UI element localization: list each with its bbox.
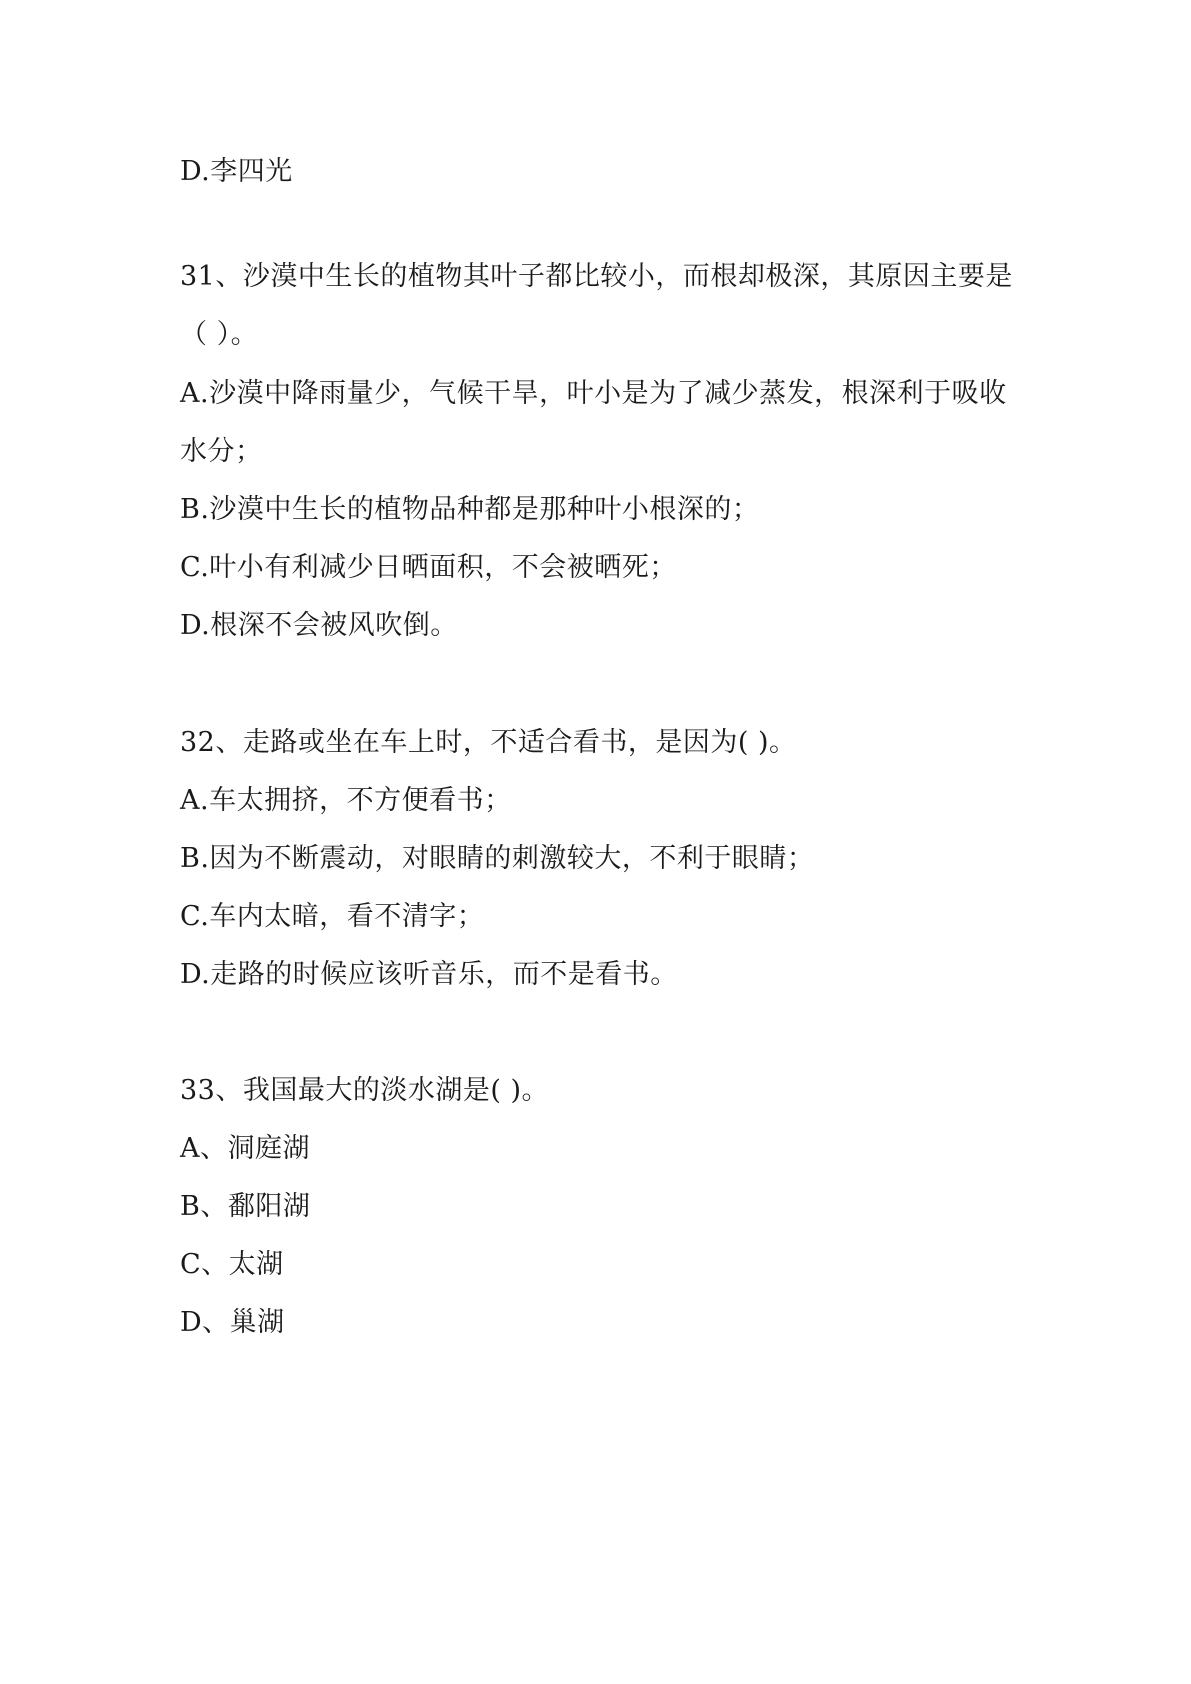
q31-stem-line2: （ ）。 — [180, 319, 259, 350]
q31-option-a-line2: 水分； — [180, 436, 263, 467]
prev-question-option-d: D.李四光 — [180, 156, 293, 187]
q32-option-d: D.走路的时候应该听音乐，而不是看书。 — [180, 959, 678, 990]
q33-option-d: D、巢湖 — [180, 1307, 285, 1338]
q31-option-d: D.根深不会被风吹倒。 — [180, 610, 458, 641]
q32-option-b: B.因为不断震动，对眼睛的刺激较大，不利于眼睛； — [180, 843, 815, 874]
q31-option-b: B.沙漠中生长的植物品种都是那种叶小根深的； — [180, 494, 760, 525]
q33-option-b: B、鄱阳湖 — [180, 1191, 311, 1222]
q31-stem-line1: 31、沙漠中生长的植物其叶子都比较小，而根却极深，其原因主要是 — [180, 261, 1013, 292]
q31-option-c: C.叶小有利减少日晒面积，不会被晒死； — [180, 552, 677, 583]
q32-option-a: A.车太拥挤，不方便看书； — [180, 785, 512, 816]
q31-option-a-line1: A.沙漠中降雨量少，气候干旱，叶小是为了减少蒸发，根深利于吸收 — [180, 378, 1007, 409]
q33-option-c: C、太湖 — [180, 1249, 284, 1280]
q32-stem: 32、走路或坐在车上时，不适合看书，是因为( )。 — [180, 727, 797, 758]
q33-option-a: A、洞庭湖 — [180, 1133, 310, 1164]
q33-stem: 33、我国最大的淡水湖是( )。 — [180, 1075, 550, 1106]
q32-option-c: C.车内太暗，看不清字； — [180, 901, 485, 932]
